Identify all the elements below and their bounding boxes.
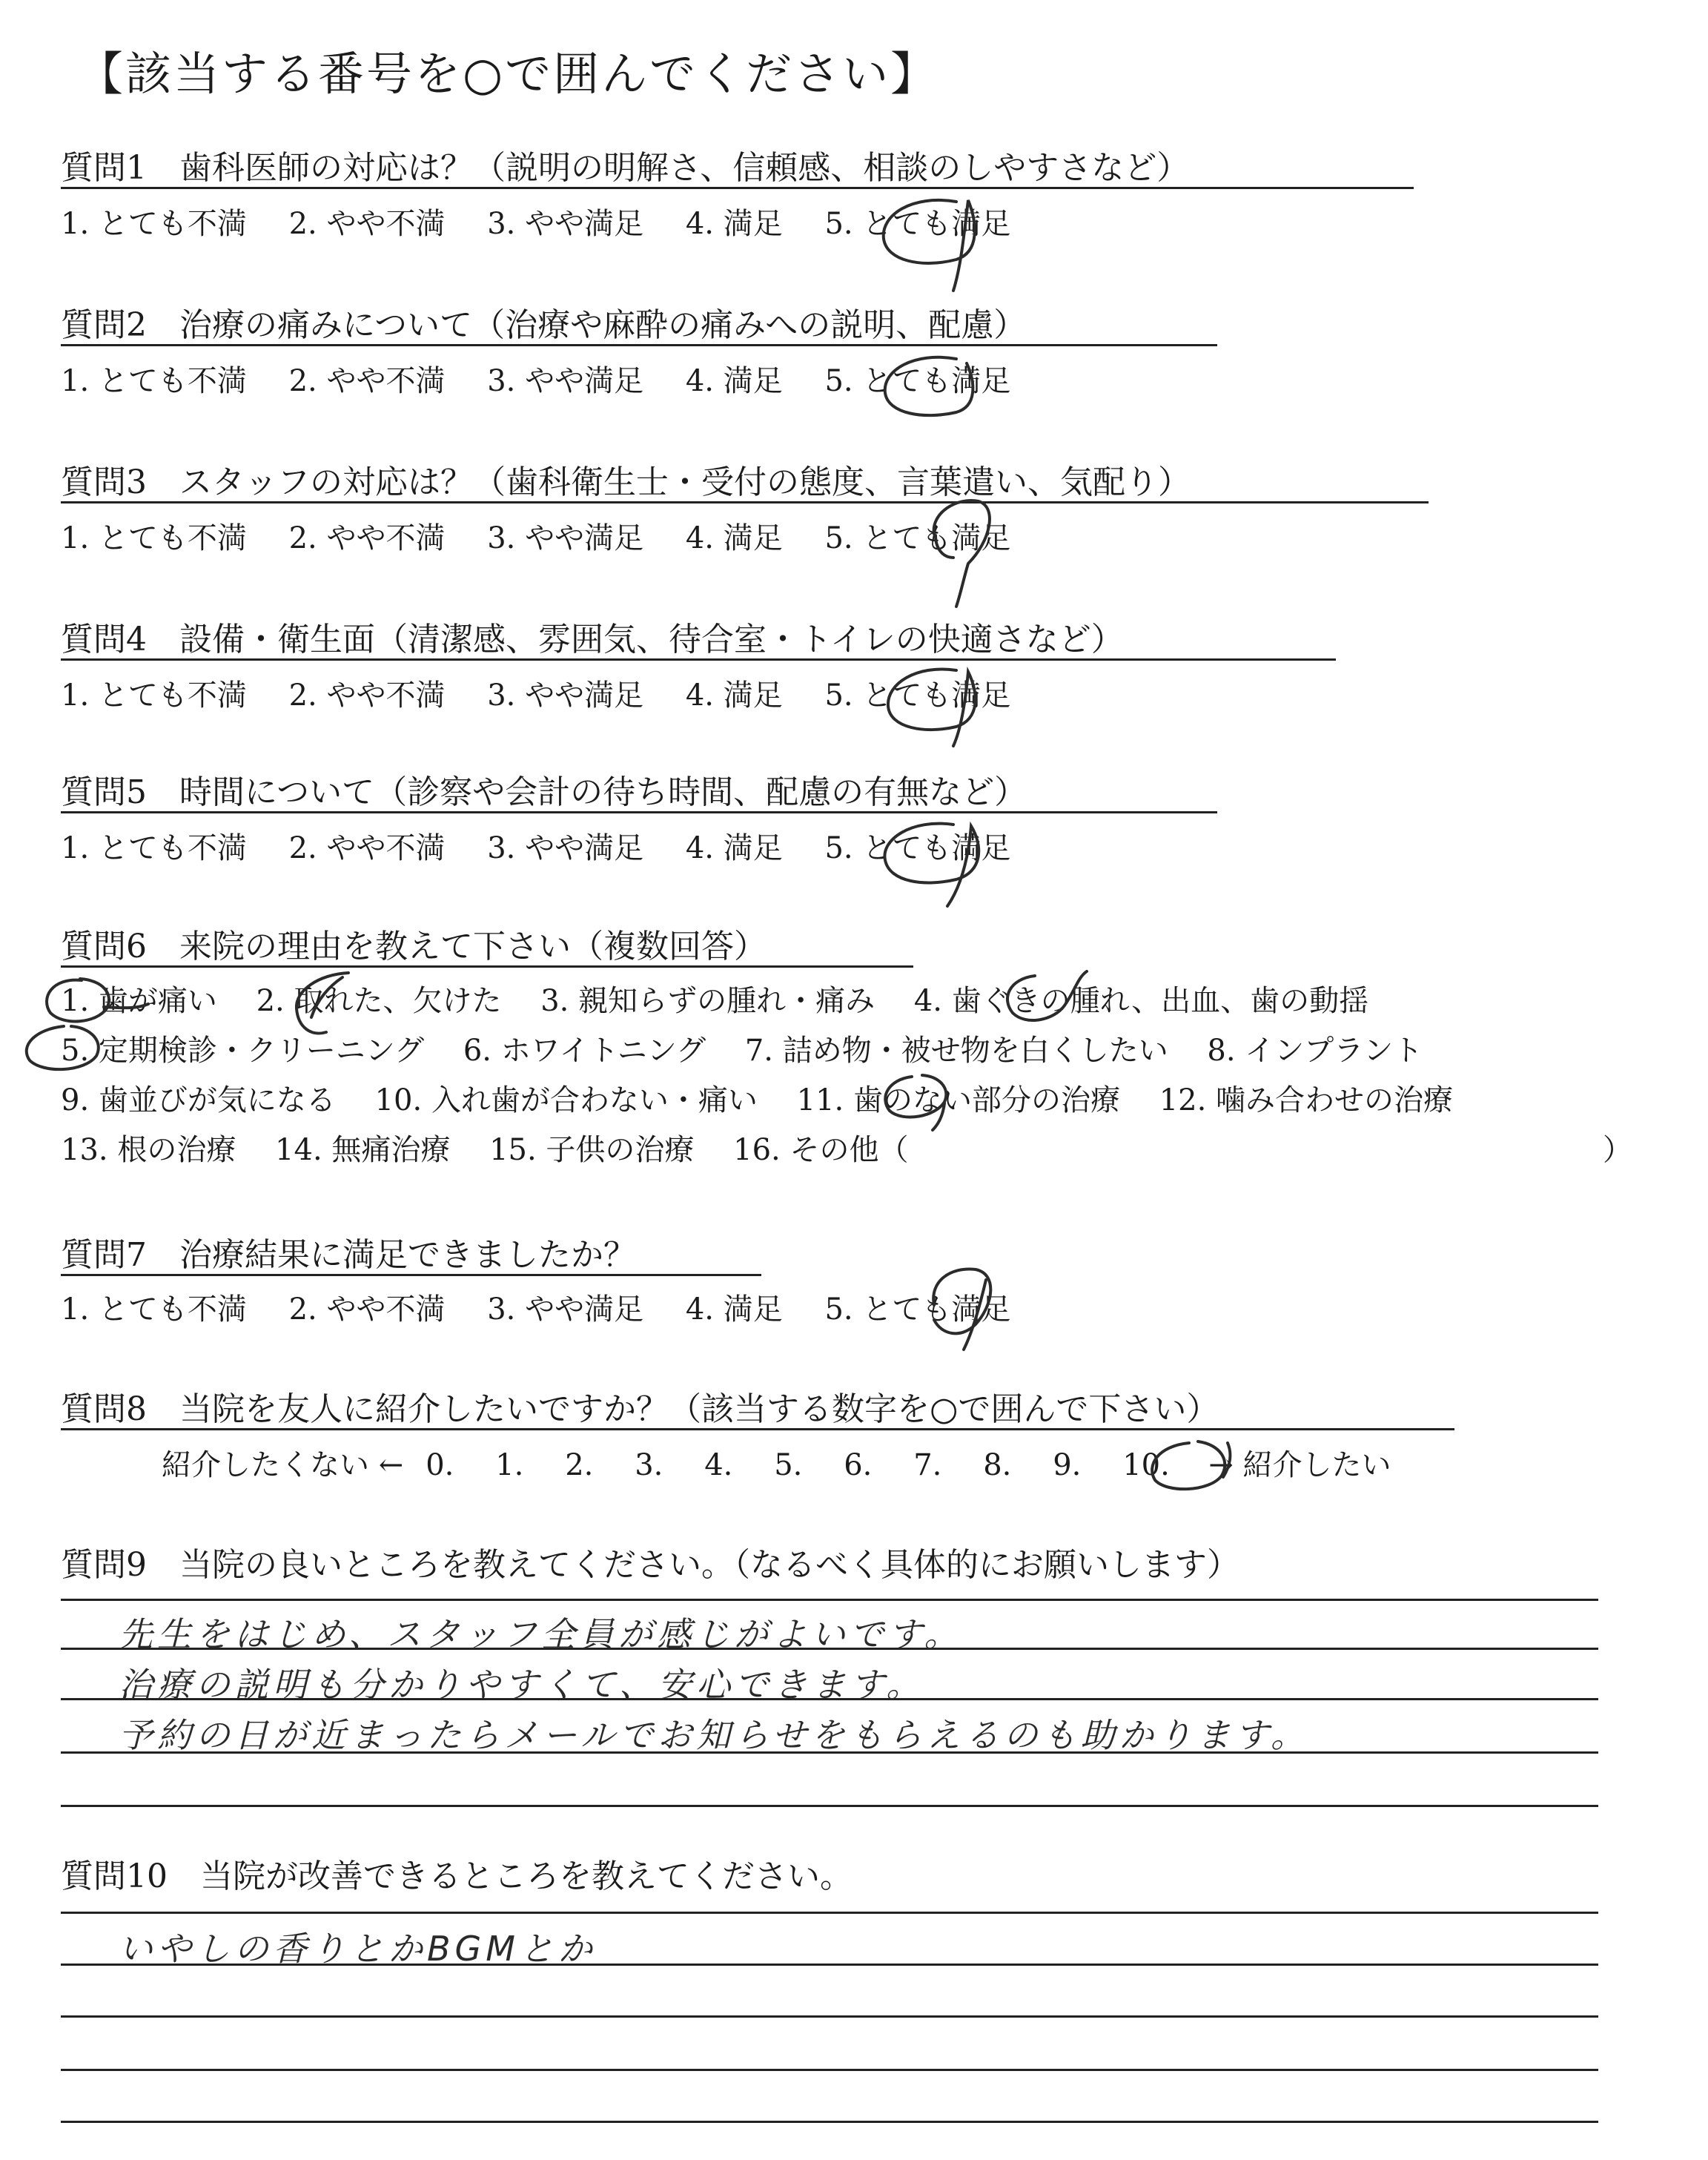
q6-option-3[interactable]: 3. 親知らずの腫れ・痛み <box>540 984 875 1018</box>
q3-option-3[interactable]: 3. やや満足 <box>487 521 644 555</box>
q7-option-4[interactable]: 4. 満足 <box>685 1292 783 1327</box>
q4-option-2[interactable]: 2. やや不満 <box>288 678 446 713</box>
q10-answer-line-5 <box>61 2121 1598 2123</box>
q10-answer-line-1 <box>61 1912 1598 1914</box>
q8-option-7[interactable]: 7. <box>913 1448 942 1482</box>
q9-handwritten-answer-2: 治療の説明も分かりやすくて、安心できます。 <box>119 1665 925 1705</box>
question-10-title: 質問10 当院が改善できるところを教えてください。 <box>61 1857 853 1895</box>
q4-option-1[interactable]: 1. とても不満 <box>61 678 247 713</box>
q6-option-2[interactable]: 2. 取れた、欠けた <box>256 984 502 1018</box>
question-6-underline <box>61 965 913 968</box>
question-5-title: 質問5 時間について（診察や会計の待ち時間、配慮の有無など） <box>61 773 1027 811</box>
q6-option-5[interactable]: 5. 定期検診・クリーニング <box>61 1034 425 1068</box>
q1-option-4[interactable]: 4. 満足 <box>685 207 783 241</box>
q10-answer-line-3 <box>61 2015 1598 2018</box>
q2-option-3[interactable]: 3. やや満足 <box>487 364 644 398</box>
q10-answer-line-4 <box>61 2069 1598 2071</box>
q8-option-10[interactable]: 10. <box>1122 1448 1170 1482</box>
q8-option-9[interactable]: 9. <box>1053 1448 1082 1482</box>
q3-option-2[interactable]: 2. やや不満 <box>288 521 446 555</box>
q1-option-2[interactable]: 2. やや不満 <box>288 207 446 241</box>
q6-option-1[interactable]: 1. 歯が痛い <box>61 984 217 1018</box>
q6-other-close-paren: ） <box>1603 1133 1632 1167</box>
q8-option-3[interactable]: 3. <box>635 1448 663 1482</box>
q6-row-2 <box>61 1027 1452 1069</box>
q6-option-7[interactable]: 7. 詰め物・被せ物を白くしたい <box>744 1034 1168 1068</box>
question-5-underline <box>61 811 1217 813</box>
question-7-underline <box>61 1274 761 1276</box>
question-3-title: 質問3 スタッフの対応は？（歯科衛生士・受付の態度、言葉遣い、気配り） <box>61 463 1191 501</box>
q3-option-1[interactable]: 1. とても不満 <box>61 521 247 555</box>
q8-option-1[interactable]: 1. <box>495 1448 524 1482</box>
question-7-options <box>61 1286 1043 1328</box>
question-1-options <box>61 200 1043 242</box>
q8-option-4[interactable]: 4. <box>704 1448 733 1482</box>
q7-option-2[interactable]: 2. やや不満 <box>288 1292 446 1327</box>
q5-option-3[interactable]: 3. やや満足 <box>487 831 644 865</box>
q7-option-3[interactable]: 3. やや満足 <box>487 1292 644 1327</box>
q4-option-3[interactable]: 3. やや満足 <box>487 678 644 713</box>
question-4-options <box>61 672 1043 714</box>
q9-handwritten-answer-1: 先生をはじめ、スタッフ全員が感じがよいです。 <box>119 1614 963 1654</box>
question-9-title: 質問9 当院の良いところを教えてください。（なるべく具体的にお願いします） <box>61 1546 1239 1584</box>
question-2-options <box>61 357 1043 400</box>
question-8-scale <box>162 1441 1391 1484</box>
q3-option-4[interactable]: 4. 満足 <box>685 521 783 555</box>
q6-row-1 <box>61 977 1398 1020</box>
q6-row-3 <box>61 1077 1483 1119</box>
q8-option-0[interactable]: 0. <box>426 1448 454 1482</box>
q4-option-4[interactable]: 4. 満足 <box>685 678 783 713</box>
q8-option-5[interactable]: 5. <box>774 1448 803 1482</box>
question-1-title: 質問1 歯科医師の対応は？（説明の明解さ、信頼感、相談のしやすさなど） <box>61 149 1190 187</box>
q10-handwritten-answer-1: いやしの香りとかBGMとか <box>119 1929 597 1969</box>
q9-answer-line-1 <box>61 1599 1598 1601</box>
q9-handwritten-answer-3: 予約の日が近まったらメールでお知らせをもらえるのも助かります。 <box>119 1715 1310 1755</box>
q5-option-4[interactable]: 4. 満足 <box>685 831 783 865</box>
question-4-title: 質問4 設備・衛生面（清潔感、雰囲気、待合室・トイレの快適さなど） <box>61 621 1124 658</box>
q8-right-label: → 紹介したい <box>1208 1448 1391 1482</box>
q6-option-4[interactable]: 4. 歯ぐきの腫れ、出血、歯の動揺 <box>913 984 1369 1018</box>
q8-left-label: 紹介したくない ← <box>162 1448 404 1482</box>
q5-option-2[interactable]: 2. やや不満 <box>288 831 446 865</box>
question-3-options <box>61 515 1043 557</box>
q7-option-1[interactable]: 1. とても不満 <box>61 1292 247 1327</box>
question-1-underline <box>61 187 1414 189</box>
q5-option-5[interactable]: 5. とても満足 <box>824 831 1011 865</box>
question-3-underline <box>61 501 1429 503</box>
q1-option-5[interactable]: 5. とても満足 <box>824 207 1011 241</box>
q8-option-6[interactable]: 6. <box>844 1448 873 1482</box>
q6-option-14[interactable]: 14. 無痛治療 <box>275 1133 451 1167</box>
q6-option-11[interactable]: 11. 歯のない部分の治療 <box>796 1083 1120 1117</box>
q1-option-3[interactable]: 3. やや満足 <box>487 207 644 241</box>
q7-option-5[interactable]: 5. とても満足 <box>824 1292 1011 1327</box>
question-8-title: 質問8 当院を友人に紹介したいですか？（該当する数字を○で囲んで下さい） <box>61 1390 1219 1428</box>
q6-option-8[interactable]: 8. インプラント <box>1207 1034 1423 1068</box>
question-2-title: 質問2 治療の痛みについて（治療や麻酔の痛みへの説明、配慮） <box>61 306 1027 344</box>
q6-row-4 <box>61 1126 1632 1169</box>
q4-option-5[interactable]: 5. とても満足 <box>824 678 1011 713</box>
question-5-options <box>61 825 1043 867</box>
question-8-underline <box>61 1428 1454 1430</box>
question-7-title: 質問7 治療結果に満足できましたか？ <box>61 1236 636 1274</box>
q8-option-8[interactable]: 8. <box>983 1448 1012 1482</box>
q2-option-5[interactable]: 5. とても満足 <box>824 364 1011 398</box>
question-4-underline <box>61 658 1336 661</box>
q9-answer-line-5 <box>61 1805 1598 1807</box>
q3-option-5[interactable]: 5. とても満足 <box>824 521 1011 555</box>
q6-option-6[interactable]: 6. ホワイトニング <box>463 1034 706 1068</box>
q6-option-10[interactable]: 10. 入れ歯が合わない・痛い <box>374 1083 758 1117</box>
survey-heading: 【該当する番号を○で囲んでください】 <box>77 47 939 101</box>
q6-option-15[interactable]: 15. 子供の治療 <box>489 1133 695 1167</box>
question-2-underline <box>61 344 1217 346</box>
q8-option-2[interactable]: 2. <box>565 1448 594 1482</box>
question-6-title: 質問6 来院の理由を教えて下さい（複数回答） <box>61 928 767 965</box>
q6-option-9[interactable]: 9. 歯並びが気になる <box>61 1083 336 1117</box>
q5-option-1[interactable]: 1. とても不満 <box>61 831 247 865</box>
q1-option-1[interactable]: 1. とても不満 <box>61 207 247 241</box>
q6-option-12[interactable]: 12. 噛み合わせの治療 <box>1159 1083 1454 1117</box>
q6-option-13[interactable]: 13. 根の治療 <box>61 1133 236 1167</box>
q2-option-2[interactable]: 2. やや不満 <box>288 364 446 398</box>
q2-option-1[interactable]: 1. とても不満 <box>61 364 247 398</box>
q6-option-16[interactable]: 16. その他（ <box>733 1133 909 1167</box>
q2-option-4[interactable]: 4. 満足 <box>685 364 783 398</box>
